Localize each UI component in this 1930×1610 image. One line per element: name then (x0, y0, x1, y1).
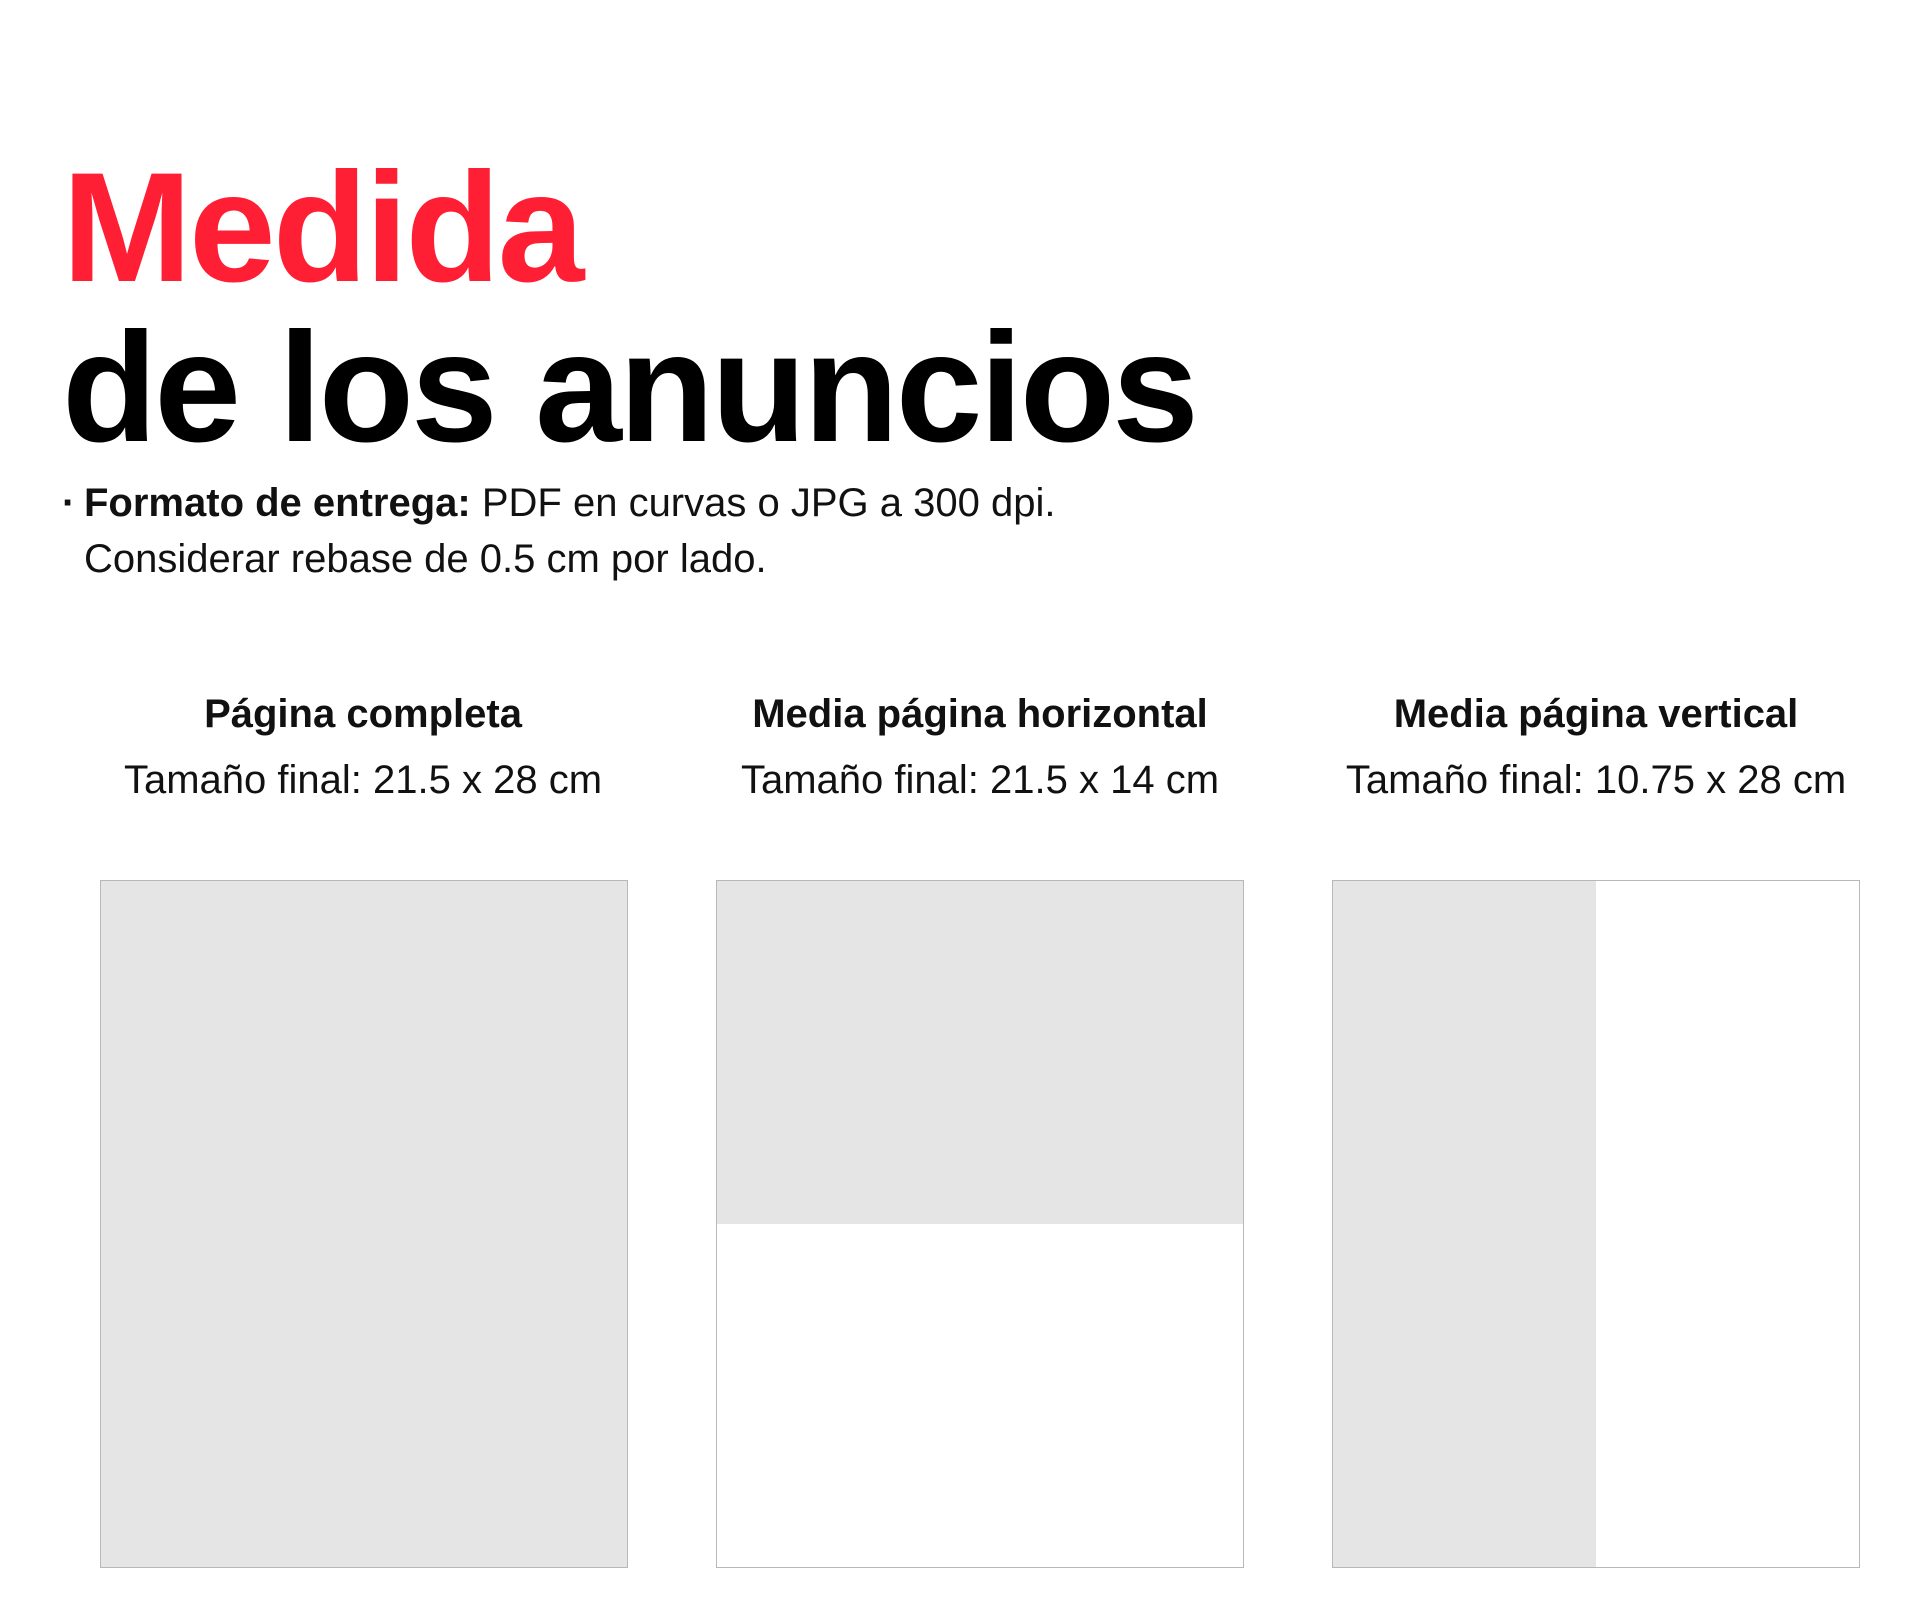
spec-label: Formato de entrega: (84, 481, 471, 525)
format-size: Tamaño final: 10.75 x 28 cm (1345, 758, 1847, 802)
spec-value: PDF en curvas o JPG a 300 dpi. (481, 481, 1056, 525)
ad-area-left-half (1333, 881, 1596, 1567)
spec-line-bleed (62, 531, 1055, 587)
ad-area-full (101, 881, 627, 1567)
format-size: Tamaño final: 21.5 x 28 cm (123, 758, 603, 802)
title-main: de los anuncios (62, 301, 1196, 475)
spec-note: Considerar rebase de 0.5 cm por lado. (84, 537, 767, 581)
ad-area-top-half (717, 881, 1243, 1224)
format-name: Media página horizontal (752, 692, 1208, 736)
format-name: Página completa (204, 692, 522, 736)
format-half-horizontal (700, 688, 1260, 806)
format-name: Media página vertical (1393, 692, 1799, 736)
page-diagram-full (100, 880, 628, 1568)
spec-line-format (62, 475, 1055, 531)
delivery-spec (62, 475, 1055, 587)
page-diagram-half-horizontal (716, 880, 1244, 1568)
bullet-icon: · (62, 481, 76, 525)
title-accent: Medida (62, 141, 582, 315)
page-diagram-half-vertical (1332, 880, 1860, 1568)
format-full-page (83, 688, 643, 806)
format-size: Tamaño final: 21.5 x 14 cm (740, 758, 1220, 802)
format-half-vertical (1316, 688, 1876, 806)
